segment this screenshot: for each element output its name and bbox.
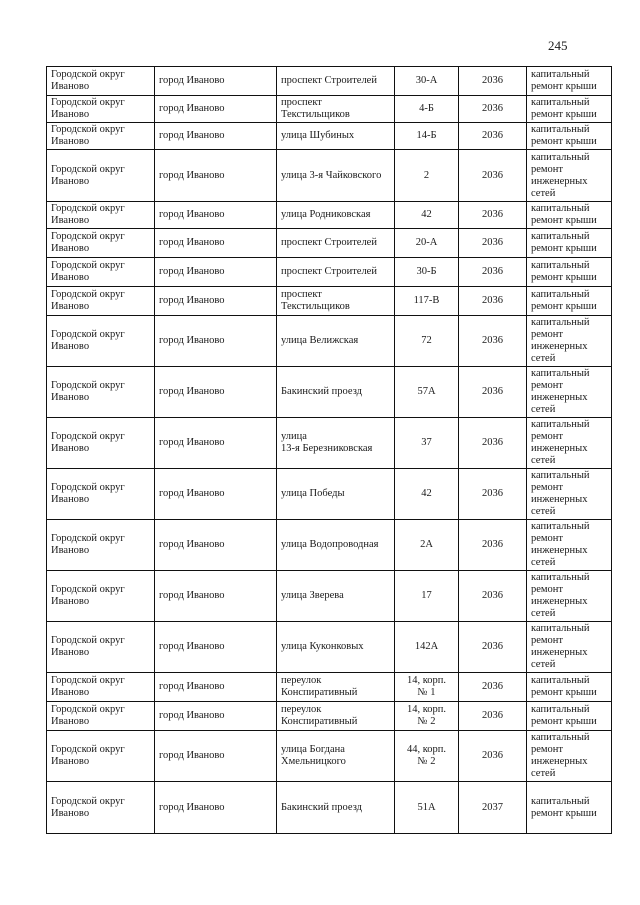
street-cell [277,571,395,622]
house-number-cell [395,258,459,287]
year-text: 2036 [482,130,503,141]
district-cell [47,202,155,229]
table-row [47,258,612,287]
table-row [47,622,612,673]
district-cell [47,367,155,418]
city-cell [155,418,277,469]
city-cell [155,571,277,622]
city-text: город Иваново [159,169,225,181]
city-text: город Иваново [159,590,225,601]
house-number-cell [395,571,459,622]
table-row [47,287,612,316]
year-cell [459,202,527,229]
district-text: Городской округ Иваново [51,584,125,607]
street-cell [277,673,395,702]
street-cell [277,258,395,287]
year-text: 2036 [482,386,503,397]
city-cell [155,367,277,418]
city-cell [155,123,277,150]
district-text: Городской округ Иваново [51,289,125,312]
district-cell [47,150,155,202]
street-text: улица 13-я Березниковская [281,431,373,454]
district-cell [47,731,155,782]
district-cell [47,258,155,287]
year-text: 2036 [482,681,503,692]
city-cell [155,202,277,229]
work-type-text: капитальный ремонт крыши [531,97,597,120]
street-text: Бакинский проезд [281,801,362,813]
street-cell [277,229,395,258]
city-text: город Иваново [159,488,225,499]
work-type-cell [527,229,612,258]
city-text: город Иваново [159,710,225,721]
table-row [47,702,612,731]
house-number-cell [395,202,459,229]
work-type-text: капитальный ремонт крыши [531,675,597,698]
house-number-text: 44, корп. № 2 [406,744,447,767]
district-text: Городской округ Иваново [51,431,125,454]
district-cell [47,123,155,150]
table-row [47,96,612,123]
street-cell [277,622,395,673]
city-text: город Иваново [159,75,225,86]
city-text: город Иваново [159,209,225,220]
city-cell [155,702,277,731]
house-number-cell [395,673,459,702]
year-text: 2036 [482,750,503,761]
district-text: Городской округ Иваново [51,744,125,767]
table-row [47,67,612,96]
year-text: 2036 [482,641,503,652]
city-text: город Иваново [159,237,225,248]
year-text: 2036 [482,266,503,277]
house-number-text: 20-А [415,237,438,248]
district-text: Городской округ Иваново [51,163,125,187]
work-type-text: капитальный ремонт крыши [531,69,597,92]
work-type-text: капитальный ремонт крыши [531,231,597,254]
street-cell [277,702,395,731]
street-text: проспект Текстильщиков [281,289,350,312]
table-row [47,571,612,622]
work-type-text: капитальный ремонт инженерных сетей [531,368,590,415]
city-cell [155,520,277,571]
house-number-text: 117-В [413,295,440,306]
house-number-text: 142А [414,641,439,652]
year-text: 2036 [482,437,503,448]
street-text: улица Родниковская [281,209,371,220]
house-number-cell [395,96,459,123]
work-type-text: капитальный ремонт инженерных сетей [531,419,590,466]
work-type-cell [527,316,612,367]
work-type-text: капитальный ремонт инженерных сетей [531,572,590,619]
work-type-cell [527,571,612,622]
year-text: 2036 [482,710,503,721]
city-cell [155,673,277,702]
house-number-cell [395,367,459,418]
city-cell [155,150,277,202]
district-text: Городской округ Иваново [51,329,125,352]
table-row [47,229,612,258]
house-number-cell [395,418,459,469]
street-cell [277,469,395,520]
house-number-text: 42 [421,209,432,220]
street-cell [277,202,395,229]
year-cell [459,571,527,622]
house-number-text: 30-Б [416,266,437,277]
table-row [47,202,612,229]
district-text: Городской округ Иваново [51,482,125,505]
year-cell [459,96,527,123]
city-cell [155,96,277,123]
work-type-cell [527,520,612,571]
street-cell [277,287,395,316]
house-number-text: 14, корп. № 2 [406,704,447,727]
work-type-cell [527,469,612,520]
year-cell [459,367,527,418]
city-text: город Иваново [159,295,225,306]
city-text: город Иваново [159,539,225,550]
house-number-cell [395,67,459,96]
district-cell [47,782,155,834]
work-type-cell [527,702,612,731]
work-type-text: капитальный ремонт инженерных сетей [531,521,590,568]
work-type-text: капитальный ремонт крыши [531,260,597,283]
street-text: проспект Текстильщиков [281,97,350,120]
district-text: Городской округ Иваново [51,69,125,92]
city-cell [155,229,277,258]
house-number-cell [395,782,459,834]
table-row [47,731,612,782]
work-type-text: капитальный ремонт инженерных сетей [531,317,590,364]
street-text: улица Богдана Хмельницкого [281,744,346,767]
house-number-cell [395,150,459,202]
year-text: 2036 [482,103,503,114]
year-text: 2036 [482,488,503,499]
district-text: Городской округ Иваново [51,97,125,120]
street-cell [277,316,395,367]
house-number-cell [395,731,459,782]
city-cell [155,287,277,316]
house-number-text: 2А [420,539,433,550]
city-text: город Иваново [159,750,225,761]
house-number-text: 4-Б [419,103,434,114]
street-cell [277,418,395,469]
city-text: город Иваново [159,801,225,813]
district-cell [47,702,155,731]
house-number-cell [395,622,459,673]
city-text: город Иваново [159,335,225,346]
street-text: улица Куконковых [281,641,364,652]
house-number-text: 14, корп. № 1 [406,675,447,698]
year-cell [459,702,527,731]
street-cell [277,367,395,418]
year-text: 2036 [482,295,503,306]
work-type-cell [527,673,612,702]
table-row [47,418,612,469]
city-cell [155,258,277,287]
district-cell [47,469,155,520]
city-cell [155,316,277,367]
work-type-text: капитальный ремонт крыши [531,203,597,226]
year-cell [459,229,527,258]
table-row [47,367,612,418]
year-cell [459,782,527,834]
house-number-text: 30-А [415,75,438,86]
work-type-cell [527,67,612,96]
city-cell [155,622,277,673]
year-text: 2036 [482,590,503,601]
work-type-text: капитальный ремонт крыши [531,704,597,727]
year-cell [459,469,527,520]
street-cell [277,67,395,96]
district-text: Городской округ Иваново [51,795,125,819]
house-number-text: 37 [421,437,432,448]
house-number-text: 14-Б [416,130,437,141]
house-number-text: 42 [421,488,432,499]
work-type-text: капитальный ремонт инженерных сетей [531,732,590,779]
street-text: улица Победы [281,488,345,499]
work-type-cell [527,258,612,287]
work-type-cell [527,731,612,782]
year-cell [459,520,527,571]
district-text: Городской округ Иваново [51,124,125,147]
work-type-text: капитальный ремонт крыши [531,289,597,312]
house-number-text: 51А [417,801,436,813]
district-text: Городской округ Иваново [51,635,125,658]
work-type-cell [527,96,612,123]
district-cell [47,571,155,622]
street-text: Бакинский проезд [281,386,362,397]
house-number-text: 72 [421,335,432,346]
year-cell [459,150,527,202]
year-text: 2036 [482,75,503,86]
street-text: улица Водопроводная [281,539,379,550]
year-text: 2037 [482,801,503,813]
year-cell [459,316,527,367]
city-text: город Иваново [159,386,225,397]
work-type-cell [527,123,612,150]
street-text: улица Велижская [281,335,359,346]
year-cell [459,418,527,469]
year-cell [459,731,527,782]
table-row [47,469,612,520]
street-cell [277,150,395,202]
street-cell [277,782,395,834]
street-text: проспект Строителей [281,237,377,248]
house-number-cell [395,123,459,150]
year-text: 2036 [482,237,503,248]
district-cell [47,418,155,469]
house-number-cell [395,469,459,520]
district-cell [47,673,155,702]
city-cell [155,469,277,520]
year-text: 2036 [482,209,503,220]
year-cell [459,123,527,150]
work-type-text: капитальный ремонт крыши [531,124,597,147]
street-text: улица Шубиных [281,130,355,141]
year-text: 2036 [482,169,503,181]
house-number-text: 2 [423,169,430,181]
year-cell [459,622,527,673]
street-cell [277,123,395,150]
house-number-text: 57А [417,386,436,397]
work-type-text: капитальный ремонт крыши [531,795,597,819]
work-type-cell [527,287,612,316]
district-cell [47,622,155,673]
year-cell [459,673,527,702]
street-text: улица Зверева [281,590,344,601]
district-cell [47,229,155,258]
work-type-cell [527,367,612,418]
table-row [47,673,612,702]
page-number: 245 [548,38,568,53]
city-cell [155,731,277,782]
work-type-cell [527,622,612,673]
house-number-text: 17 [421,590,432,601]
house-number-cell [395,702,459,731]
street-text: переулок Конспиративный [281,675,358,698]
district-text: Городской округ Иваново [51,533,125,556]
city-text: город Иваново [159,103,225,114]
district-text: Городской округ Иваново [51,260,125,283]
city-text: город Иваново [159,437,225,448]
year-text: 2036 [482,539,503,550]
street-text: проспект Строителей [281,75,377,86]
house-number-cell [395,287,459,316]
table-row [47,150,612,202]
district-text: Городской округ Иваново [51,704,125,727]
district-cell [47,96,155,123]
district-text: Городской округ Иваново [51,675,125,698]
city-text: город Иваново [159,130,225,141]
street-text: улица 3-я Чайковского [281,169,382,181]
district-cell [47,520,155,571]
district-text: Городской округ Иваново [51,380,125,403]
house-number-cell [395,520,459,571]
work-type-text: капитальный ремонт инженерных сетей [531,470,590,517]
street-text: проспект Строителей [281,266,377,277]
table-row [47,520,612,571]
house-number-cell [395,316,459,367]
work-type-cell [527,782,612,834]
work-type-text: капитальный ремонт инженерных сетей [531,151,590,199]
table-row [47,123,612,150]
district-cell [47,287,155,316]
city-text: город Иваново [159,266,225,277]
district-cell [47,316,155,367]
table-row [47,316,612,367]
district-cell [47,67,155,96]
year-cell [459,287,527,316]
year-cell [459,258,527,287]
street-cell [277,96,395,123]
street-cell [277,520,395,571]
city-cell [155,782,277,834]
work-type-text: капитальный ремонт инженерных сетей [531,623,590,670]
work-type-cell [527,418,612,469]
work-type-cell [527,150,612,202]
repair-schedule-table [46,66,612,834]
year-text: 2036 [482,335,503,346]
city-text: город Иваново [159,641,225,652]
district-text: Городской округ Иваново [51,231,125,254]
district-text: Городской округ Иваново [51,203,125,226]
street-cell [277,731,395,782]
city-text: город Иваново [159,681,225,692]
table-body [47,67,612,834]
work-type-cell [527,202,612,229]
table-row [47,782,612,834]
street-text: переулок Конспиративный [281,704,358,727]
city-cell [155,67,277,96]
house-number-cell [395,229,459,258]
year-cell [459,67,527,96]
